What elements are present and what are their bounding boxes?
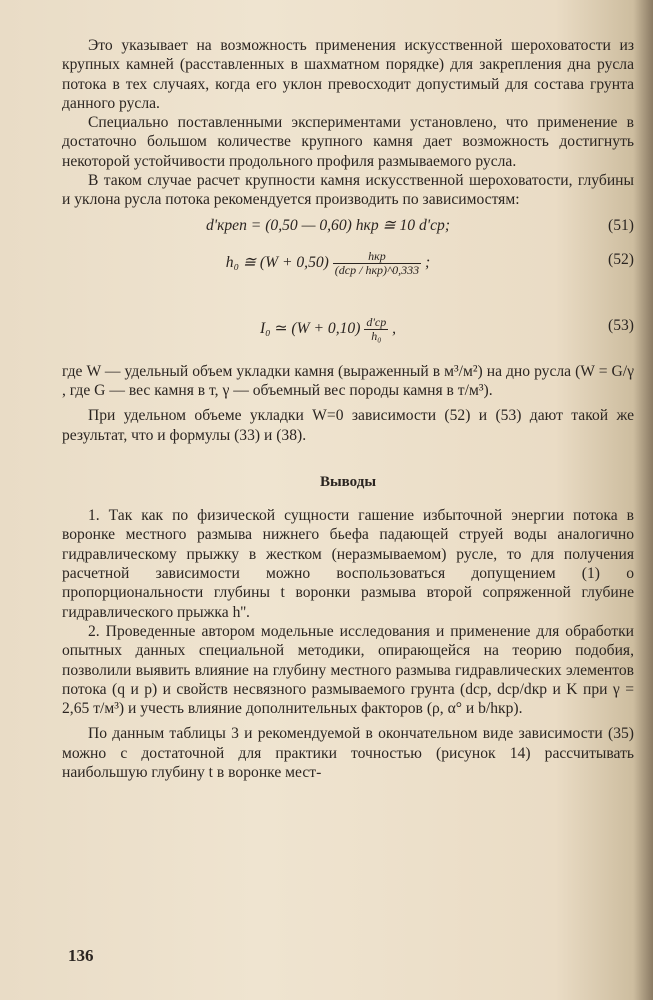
equation-51: [62, 210, 634, 244]
equation-52-fraction: [333, 250, 421, 277]
paragraph-3: В таком случае расчет крупности камня искусственной шероховатости, глубины и уклона русла потока рекомендуется производить по зависимостям:: [62, 172, 634, 209]
paragraph-6: 1. Так как по физической сущности гашение избыточной энергии потока в воронке местного размыва нижнего бьефа падающей струей воды аналогично гидравлическому прыжку в жестком (неразмываемом) русле, то для получения расчетной зависимости можно воспользоваться допущением (1) о пропорциональности глубины t воронки размыва второй сопряженной глубине гидравлического прыжка h''.: [62, 507, 634, 621]
equation-53-fraction: [364, 316, 388, 343]
paragraph-4: где W — удельный объем укладки камня (выраженный в м³/м²) на дно русла (W = G/γ , где G — вес камня в т, γ — объемный вес породы камня в т/м³).: [62, 362, 634, 399]
paragraph-7: 2. Проведенные автором модельные исследования и применение для обработки опытных данных специальной методики, опирающейся на теорию подобия, позволили выявить влияние на глубину местного размыва гидравлических элементов потока (q и p) и свойств несвязного размываемого грунта (dср, dср/dкр и K при γ = 2,65 т/м³) и учесть влияние дополнительных факторов (ρ, α° и b/hкр).: [62, 622, 634, 718]
equation-53-lhs: I₀ ≃ (W + 0,10): [259, 319, 361, 337]
equation-52: h₀ ≅ (W + 0,50) $\frac{\text{hкр}}{\text{(dср / hкр)\textasciicircum{}0,333}}$ ; (52): [225, 248, 634, 277]
paragraph-5: При удельном объеме укладки W=0 зависимости (52) и (53) дают такой же результат, что и формулы (33) и (38).: [62, 407, 634, 444]
equation-53-denominator: h₀: [371, 328, 382, 343]
page-number: 136: [68, 946, 94, 965]
equation-53: I₀ ≃ (W + 0,10) $\frac{d'ср}{\text{h₀}}$ , (53): [259, 314, 634, 343]
equation-51-text: d'крeп = (0,50 — 0,60) hкр ≅ 10 d'ср;: [205, 216, 451, 234]
paragraph-2: Специально поставленными экспериментами установлено, что применение в достаточно большом количестве крупного камня дает возможность достигнуть некоторой устойчивости продольного профиля размываемого русла.: [62, 114, 634, 170]
paragraph-1: Это указывает на возможность применения искусственной шероховатости из крупных камней (расставленных в шахматном порядке) для закрепления дна русла потока в тех случаях, когда его уклон превосходит допустимый для состава грунта данного русла.: [62, 37, 634, 112]
equation-52-lhs: h₀ ≅ (W + 0,50): [225, 253, 329, 271]
text-body: [62, 36, 634, 782]
equation-52-numerator: hкр: [333, 250, 421, 264]
equation-52-number: (52): [608, 250, 634, 268]
equation-53-numerator: d'ср: [366, 314, 387, 329]
section-heading: Выводы: [319, 473, 377, 490]
equation-53-number: (53): [608, 316, 634, 334]
equation-52-denominator: (dср / hкр)^0,333: [334, 262, 420, 277]
equation-51-number: (51): [608, 216, 634, 234]
paragraph-8: По данным таблицы 3 и рекомендуемой в окончательном виде зависимости (35) можно с достаточной для практики точностью (рисунок 14) рассчитывать наибольшую глубину t в воронке мест-: [62, 725, 634, 782]
